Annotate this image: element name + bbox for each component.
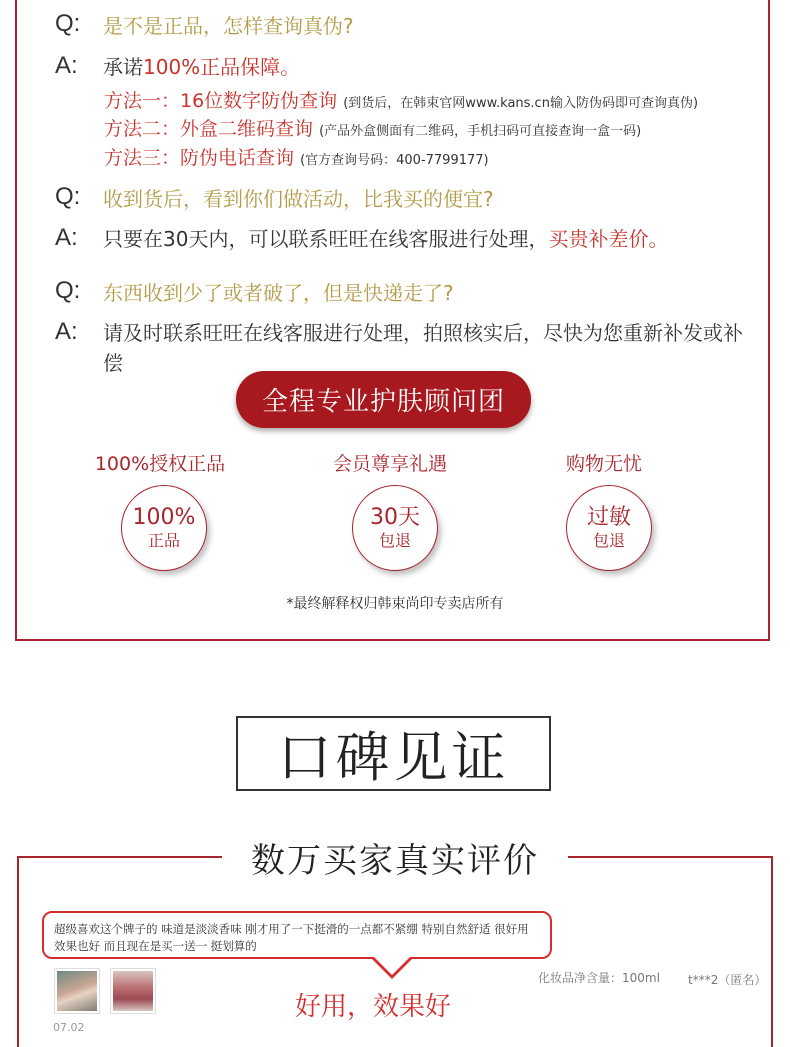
photo-icon [57,971,97,1011]
method-note: (产品外盒侧面有二维码，手机扫码可直接查询一盒一码) [319,124,642,139]
faq-answer-1 [55,52,300,82]
badge-sub: 包退 [592,531,625,550]
advisor-team-button[interactable]: 全程专业护肤顾问团 [236,371,531,428]
review-photo-thumbnail[interactable] [54,968,100,1014]
q-mark: Q: [55,277,81,304]
reviews-subheading: 数万买家真实评价 [222,833,568,881]
method-label: 方法一：16位数字防伪查询 [104,90,338,112]
a-mark: A: [55,318,78,345]
promise-label-member: 会员尊享礼遇 [332,453,447,475]
reviews-heading: 口碑见证 [236,716,551,791]
method-label: 方法三：防伪电话查询 [104,147,295,169]
method-label: 方法二：外盒二维码查询 [104,118,314,140]
allergy-return-badge [566,485,652,571]
method-note: (官方查询号码：400-7799177) [300,153,489,168]
badge-sub: 包退 [378,531,411,550]
answer-highlight: 100%正品保障。 [143,55,301,79]
badge-main: 过敏 [586,505,631,530]
a-mark: A: [55,52,78,79]
question-text: 收到货后，看到你们做活动，比我买的便宜? [103,187,494,211]
method-2 [104,114,641,141]
method-1 [104,86,698,113]
photo-icon [113,971,153,1011]
promise-label-worry-free: 购物无忧 [565,453,642,475]
promise-label-authentic: 100%授权正品 [94,453,226,475]
method-3 [104,143,489,170]
return-30-days-badge [352,485,438,571]
badge-main: 30天 [370,505,420,530]
answer-text: 只要在30天内，可以联系旺旺在线客服进行处理， [103,227,549,251]
faq-question-2 [55,183,494,212]
faq-question-1 [55,10,354,39]
authentic-badge [121,485,207,571]
review-spec: 化妆品净含量：100ml [538,971,660,985]
review-date: 07.02 [53,1021,85,1034]
q-mark: Q: [55,10,81,37]
bubble-tail-inner [373,956,411,975]
answer-text: 请及时联系旺旺在线客服进行处理，拍照核实后，尽快为您重新补发或补偿 [103,321,743,375]
review-photo-thumbnail[interactable] [110,968,156,1014]
disclaimer: *最终解释权归韩束尚印专卖店所有 [286,596,504,612]
faq-question-3 [55,277,454,306]
q-mark: Q: [55,183,81,210]
method-note: (到货后，在韩束官网www.kans.cn输入防伪码即可查询真伪) [343,96,699,111]
faq-answer-2 [55,224,668,254]
question-text: 东西收到少了或者破了，但是快递走了? [103,281,454,305]
review-user: t***2（匿名） [688,973,767,987]
question-text: 是不是正品，怎样查询真伪? [103,14,354,38]
a-mark: A: [55,224,78,251]
badge-sub: 正品 [147,531,180,550]
answer-text: 承诺 [103,55,143,79]
review-callout: 好用，效果好 [295,992,452,1022]
review-text-bubble: 超级喜欢这个牌子的 味道是淡淡香味 刚才用了一下挺滑的一点都不紧绷 特别自然舒适 很好用 效果也好 而且现在是买一送一 挺划算的 [42,911,552,959]
badge-main: 100% [132,505,196,530]
faq-answer-3 [55,318,745,378]
answer-highlight: 买贵补差价。 [548,227,669,251]
